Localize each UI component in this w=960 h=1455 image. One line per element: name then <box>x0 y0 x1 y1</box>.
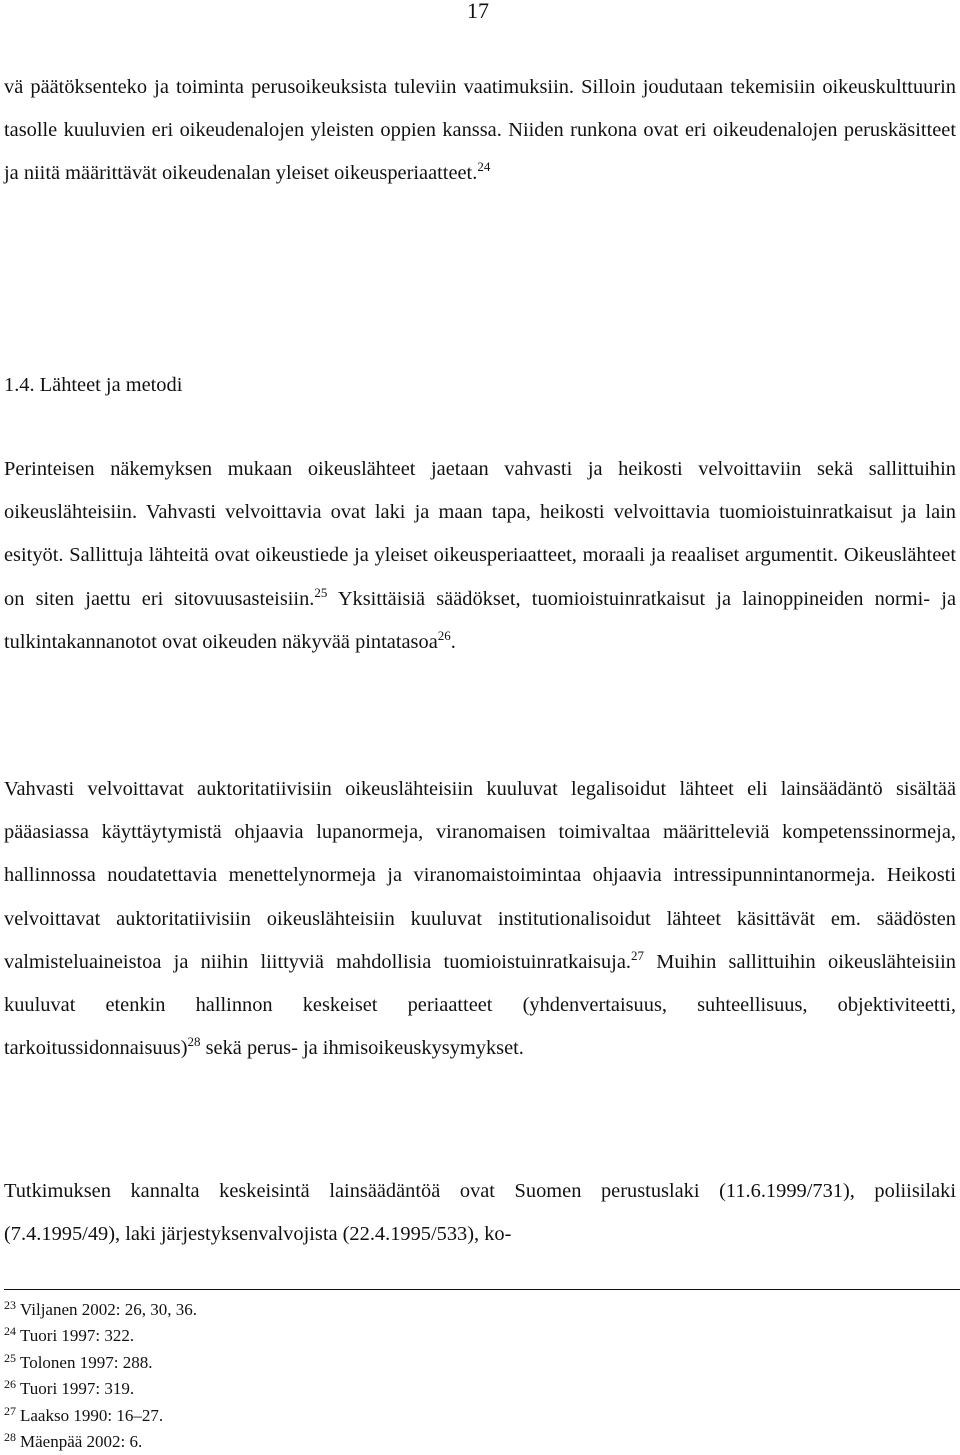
footnote-text: Tuori 1997: 322. <box>20 1326 135 1346</box>
paragraph-3 <box>4 768 956 1070</box>
paragraph-1-text: vä päätöksenteko ja toiminta perusoikeuksista tuleviin vaatimuksiin. Silloin joudutaan tekemisiin oikeuskulttuurin tasolle kuuluvien eri oikeudenalojen yleisten oppien kanssa. Niiden runkona ovat eri oikeudenalojen peruskäsitteet ja niitä määrittävät oikeudenalan yleiset oikeusperiaatteet. <box>4 76 956 185</box>
footnote-ref-26[interactable]: 26 <box>437 627 451 643</box>
footnote-24 <box>4 1323 197 1349</box>
paragraph-2 <box>4 448 956 664</box>
footnote-26 <box>4 1376 197 1402</box>
footnote-number: 28 <box>4 1430 16 1445</box>
footnote-23 <box>4 1297 197 1323</box>
section-heading: 1.4. Lähteet ja metodi <box>4 374 183 396</box>
footnote-number: 24 <box>4 1324 16 1339</box>
paragraph-1 <box>4 66 956 196</box>
footnote-text: Tuori 1997: 319. <box>20 1379 135 1399</box>
paragraph-2-text-b: Yksittäisiä säädökset, tuomioistuinratkaisut ja lainoppineiden normi- ja tulkintakannanotot ovat oikeuden näkyvää pintatasoa <box>4 587 956 653</box>
footnote-number: 27 <box>4 1403 16 1418</box>
page-number: 17 <box>467 0 489 23</box>
footnote-ref-25[interactable]: 25 <box>314 584 328 600</box>
footnote-text: Viljanen 2002: 26, 30, 36. <box>20 1300 197 1319</box>
footnote-number: 23 <box>4 1298 16 1312</box>
footnote-number: 25 <box>4 1350 16 1365</box>
footnote-text: Mäenpää 2002: 6. <box>20 1432 143 1452</box>
footnote-text: Tolonen 1997: 288. <box>20 1352 153 1372</box>
footnote-25 <box>4 1350 197 1376</box>
paragraph-3-text-a: Vahvasti velvoittavat auktoritatiivisiin oikeuslähteisiin kuuluvat legalisoidut lähteet eli lainsäädäntö sisältää pääasiassa käyttäytymistä ohjaavia lupanormeja, viranomaisen toimivaltaa määritteleviä kompetenssinormeja, hallinnossa noudatettavia menettelynormeja ja viranomaistoimintaa ohjaavia intressipunnintanormeja. Heikosti velvoittavat auktoritatiivisiin oikeuslähteisiin kuuluvat institutionalisoidut lähteet käsittävät em. säädösten valmisteluaineistoa ja niihin liittyviä mahdollisia tuomioistuinratkaisuja. <box>4 778 956 973</box>
footnotes <box>4 1297 197 1455</box>
footnote-ref-28[interactable]: 28 <box>187 1034 201 1050</box>
footnote-number: 26 <box>4 1377 16 1392</box>
footnote-divider <box>4 1289 960 1290</box>
footnote-28 <box>4 1429 197 1455</box>
paragraph-3-text-b: Muihin sallittuihin oikeuslähteisiin kuuluvat etenkin hallinnon keskeiset periaatteet (yhdenvertaisuus, suhteellisuus, objektiviteetti, tarkoitussidonnaisuus) <box>4 950 956 1060</box>
footnote-ref-24[interactable]: 24 <box>477 159 491 175</box>
paragraph-2-text-c: . <box>450 630 456 653</box>
footnote-ref-27[interactable]: 27 <box>630 947 644 963</box>
paragraph-4 <box>4 1170 956 1256</box>
paragraph-2-text-a: Perinteisen näkemyksen mukaan oikeuslähteet jaetaan vahvasti ja heikosti velvoittaviin sekä sallittuihin oikeuslähteisiin. Vahvasti velvoittavia ovat laki ja maan tapa, heikosti velvoittavia tuomioistuinratkaisut ja lain esityöt. Sallittuja lähteitä ovat oikeustiede ja yleiset oikeusperiaatteet, moraali ja reaaliset argumentit. Oikeuslähteet on siten jaettu eri sitovuusasteisiin. <box>4 458 956 610</box>
paragraph-3-text-c: sekä perus- ja ihmisoikeuskysymykset. <box>200 1037 524 1060</box>
footnote-text: Laakso 1990: 16–27. <box>20 1405 164 1425</box>
paragraph-4-text: Tutkimuksen kannalta keskeisintä lainsäädäntöä ovat Suomen perustuslaki (11.6.1999/731), poliisilaki (7.4.1995/49), laki järjestyksenvalvojista (22.4.1995/533), ko- <box>4 1180 956 1246</box>
footnote-27 <box>4 1403 197 1429</box>
